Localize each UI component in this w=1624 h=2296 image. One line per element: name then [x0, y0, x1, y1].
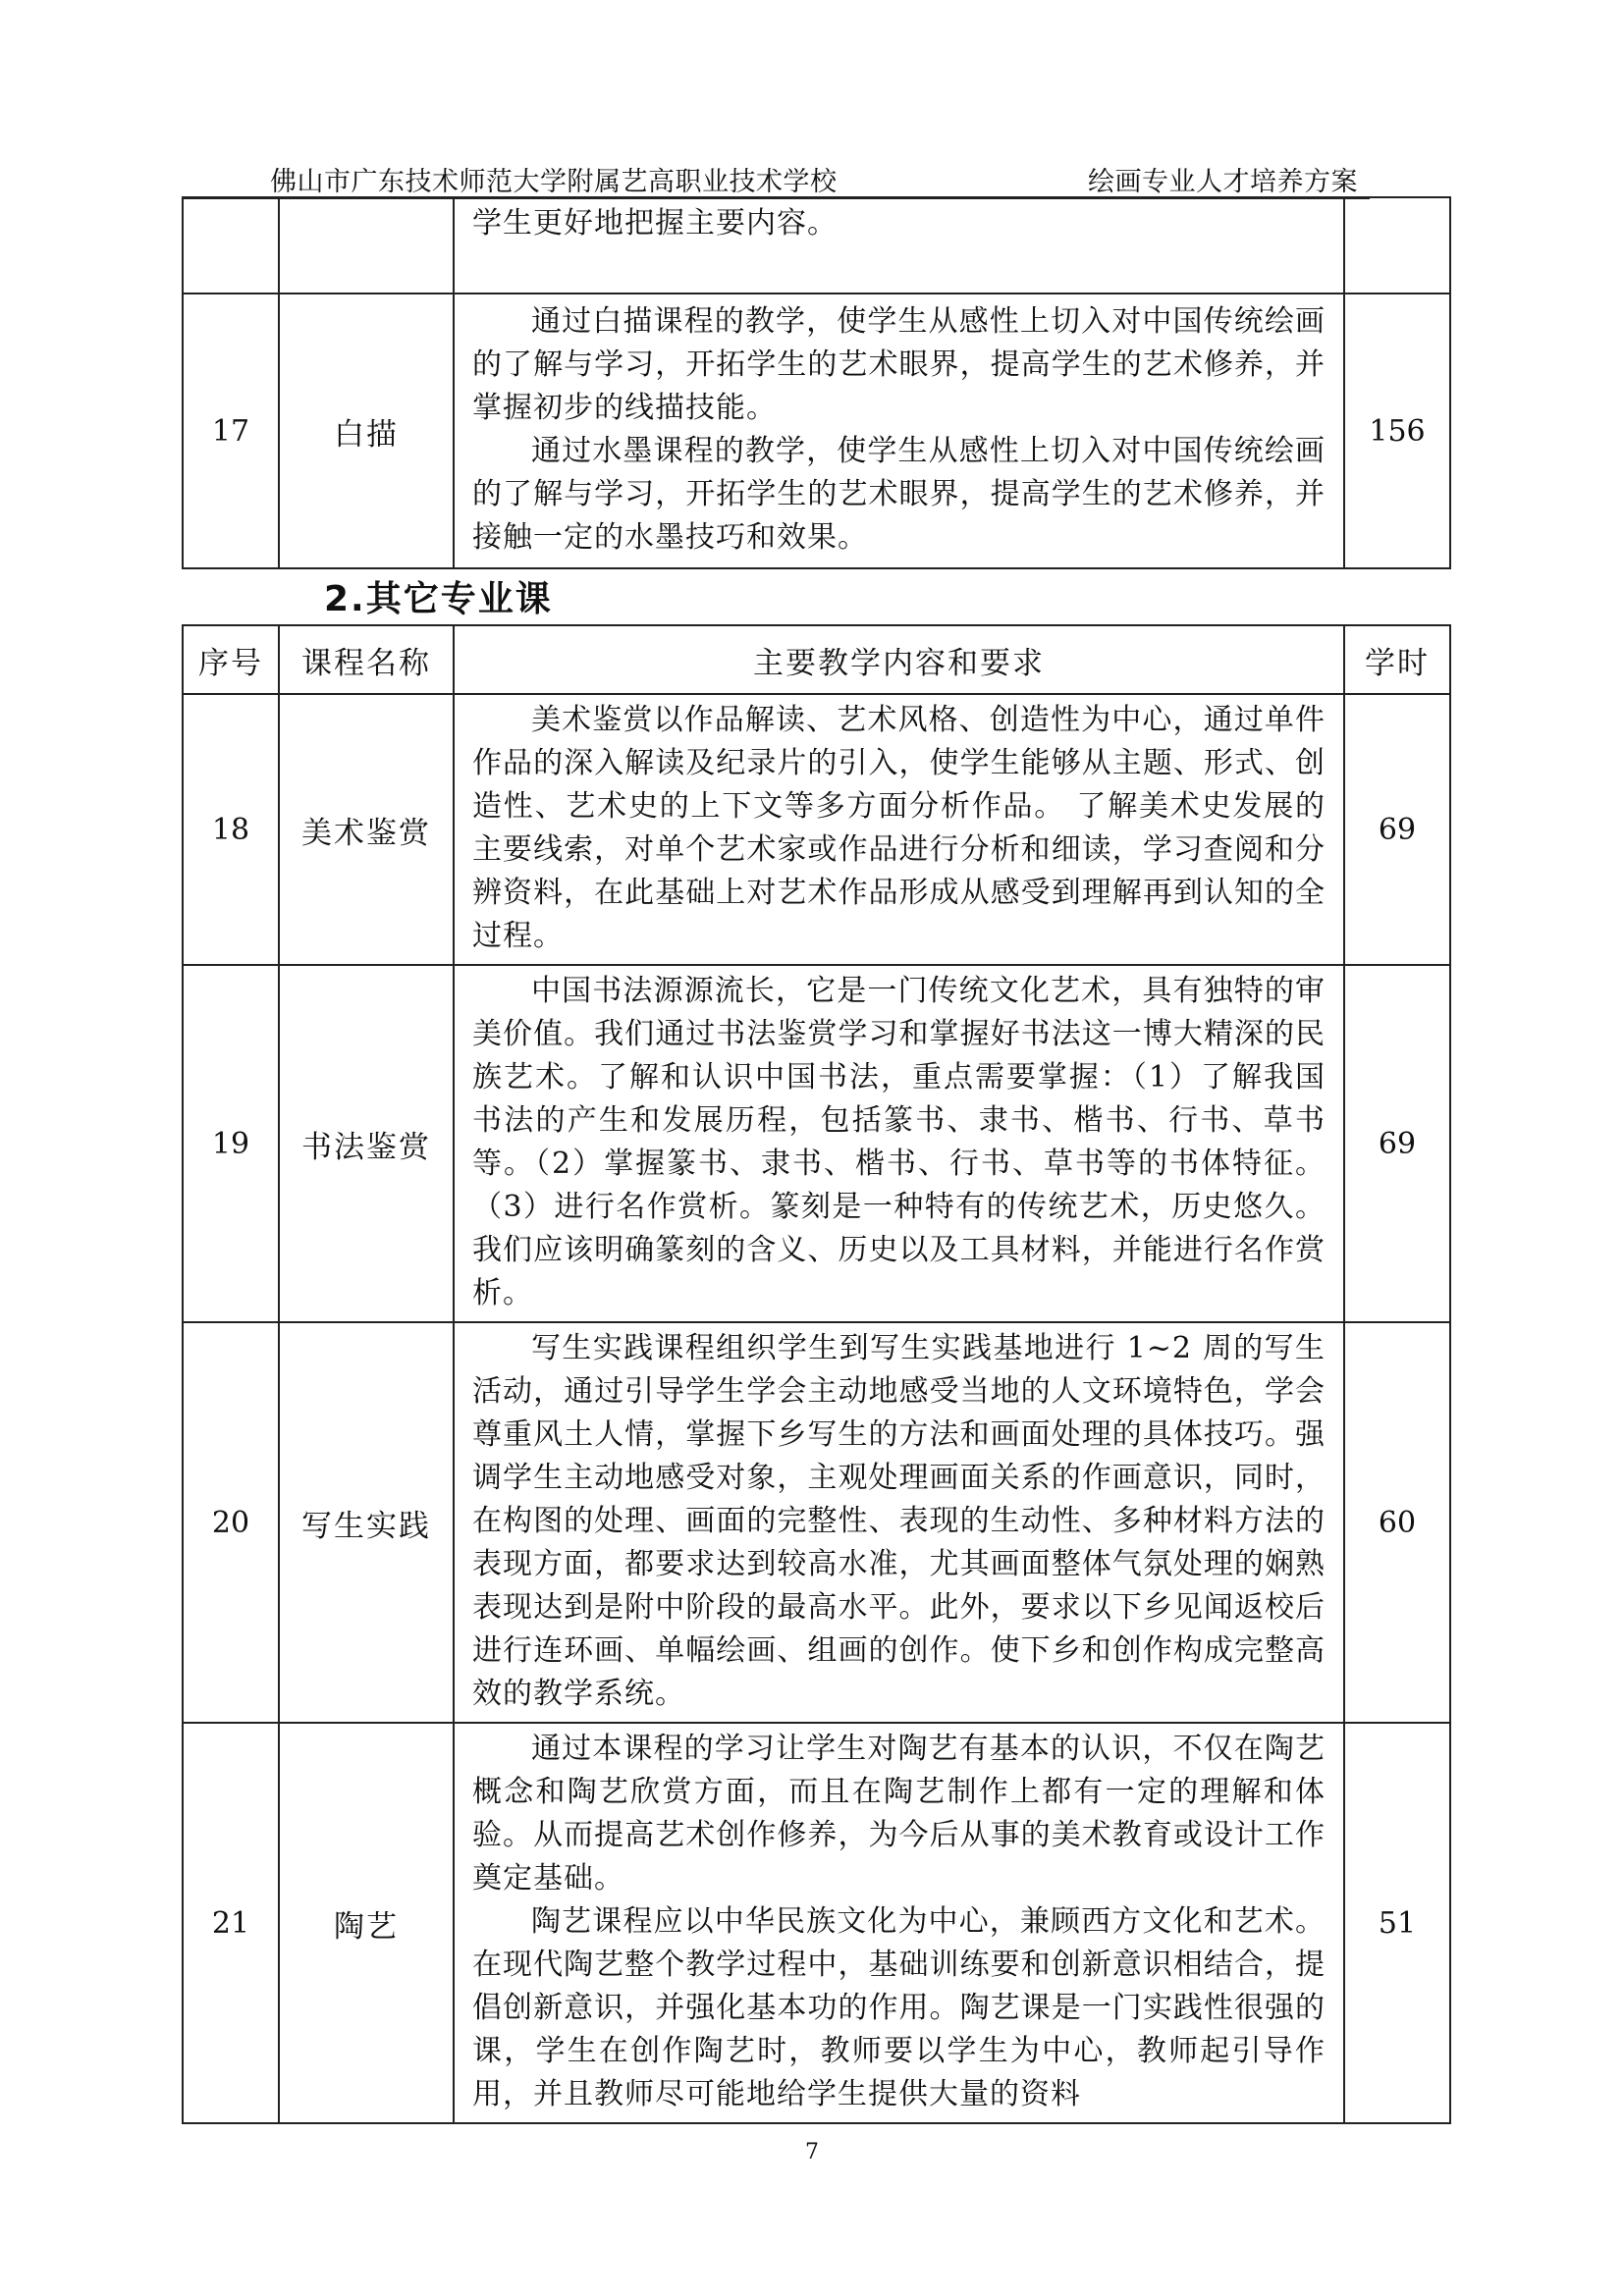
row-number: 17 — [183, 294, 279, 568]
row-number: 19 — [183, 965, 279, 1322]
course-name: 写生实践 — [279, 1322, 454, 1723]
content-paragraph: 美术鉴赏以作品解读、艺术风格、创造性为中心，通过单件作品的深入解读及纪录片的引入，使学生能够从主题、形式、创造性、艺术史的上下文等多方面分析作品。 了解美术史发展的主要线索，对单个艺术家或作品进行分析和细读，学习查阅和分辨资料，在此基础上对艺术作品形成从感受到理解再到认知的全过程。 — [472, 703, 1326, 953]
course-hours: 60 — [1344, 1322, 1450, 1723]
table-row — [183, 1322, 1450, 1723]
course-table — [182, 624, 1451, 2124]
row-number: 21 — [183, 1723, 279, 2123]
column-header-name: 课程名称 — [279, 625, 454, 694]
course-name: 书法鉴赏 — [279, 965, 454, 1322]
section-heading: 2.其它专业课 — [324, 579, 553, 619]
column-header-hours: 学时 — [1344, 625, 1450, 694]
course-name: 美术鉴赏 — [279, 694, 454, 965]
school-name: 佛山市广东技术师范大学附属艺高职业技术学校 — [270, 167, 838, 197]
content-cell — [454, 1723, 1344, 2123]
course-hours: 69 — [1344, 694, 1450, 965]
table-row — [183, 197, 1450, 294]
content-paragraph: 中国书法源源流长，它是一门传统文化艺术，具有独特的审美价值。我们通过书法鉴赏学习和掌握好书法这一博大精深的民族艺术。了解和认识中国书法，重点需要掌握：（1）了解我国书法的产生和发展历程，包括篆书、隶书、楷书、行书、草书等。（2）掌握篆书、隶书、楷书、行书、草书等的书体特征。（3）进行名作赏析。篆刻是一种特有的传统艺术，历史悠久。我们应该明确篆刻的含义、历史以及工具材料，并能进行名作赏析。 — [472, 974, 1326, 1310]
table-row — [183, 294, 1450, 568]
content-cell — [454, 197, 1344, 294]
content-paragraph: 通过白描课程的教学，使学生从感性上切入对中国传统绘画的了解与学习，开拓学生的艺术眼界，提高学生的艺术修养，并掌握初步的线描技能。 — [472, 304, 1326, 425]
num-cell — [183, 197, 279, 294]
table-header-row — [183, 625, 1450, 694]
content-paragraph: 通过水墨课程的教学，使学生从感性上切入对中国传统绘画的了解与学习，开拓学生的艺术眼界，提高学生的艺术修养，并接触一定的水墨技巧和效果。 — [472, 434, 1326, 555]
page-number: 7 — [805, 2140, 819, 2164]
hours-cell — [1344, 197, 1450, 294]
row-number: 18 — [183, 694, 279, 965]
row-number: 20 — [183, 1322, 279, 1723]
course-hours: 69 — [1344, 965, 1450, 1322]
column-header-num: 序号 — [183, 625, 279, 694]
table-row — [183, 965, 1450, 1322]
content-cell — [454, 294, 1344, 568]
content-paragraph: 陶艺课程应以中华民族文化为中心，兼顾西方文化和艺术。在现代陶艺整个教学过程中，基础训练要和创新意识相结合，提倡创新意识，并强化基本功的作用。陶艺课是一门实践性很强的课，学生在创作陶艺时，教师要以学生为中心，教师起引导作用，并且教师尽可能地给学生提供大量的资料 — [472, 1904, 1326, 2111]
content-paragraph: 通过本课程的学习让学生对陶艺有基本的认识，不仅在陶艺概念和陶艺欣赏方面，而且在陶艺制作上都有一定的理解和体验。从而提高艺术创作修养，为今后从事的美术教育或设计工作奠定基础。 — [472, 1732, 1326, 1896]
page-header — [182, 160, 1370, 197]
course-hours: 156 — [1344, 294, 1450, 568]
content-paragraph: 学生更好地把握主要内容。 — [472, 206, 838, 240]
table-row — [183, 1723, 1450, 2123]
content-cell — [454, 965, 1344, 1322]
table-row — [183, 694, 1450, 965]
content-cell — [454, 694, 1344, 965]
column-header-content: 主要教学内容和要求 — [454, 625, 1344, 694]
course-name: 陶艺 — [279, 1723, 454, 2123]
name-cell — [279, 197, 454, 294]
document-title: 绘画专业人才培养方案 — [1088, 167, 1358, 197]
course-name: 白描 — [279, 294, 454, 568]
course-table-continued — [182, 196, 1451, 569]
content-cell — [454, 1322, 1344, 1723]
content-paragraph: 写生实践课程组织学生到写生实践基地进行 1~2 周的写生活动，通过引导学生学会主动地感受当地的人文环境特色，学会尊重风土人情，掌握下乡写生的方法和画面处理的具体技巧。强调学生主动地感受对象，主观处理画面关系的作画意识，同时，在构图的处理、画面的完整性、表现的生动性、多种材料方法的表现方面，都要求达到较高水准，尤其画面整体气氛处理的娴熟表现达到是附中阶段的最高水平。此外，要求以下乡见闻返校后进行连环画、单幅绘画、组画的创作。使下乡和创作构成完整高效的教学系统。 — [472, 1331, 1326, 1711]
course-hours: 51 — [1344, 1723, 1450, 2123]
